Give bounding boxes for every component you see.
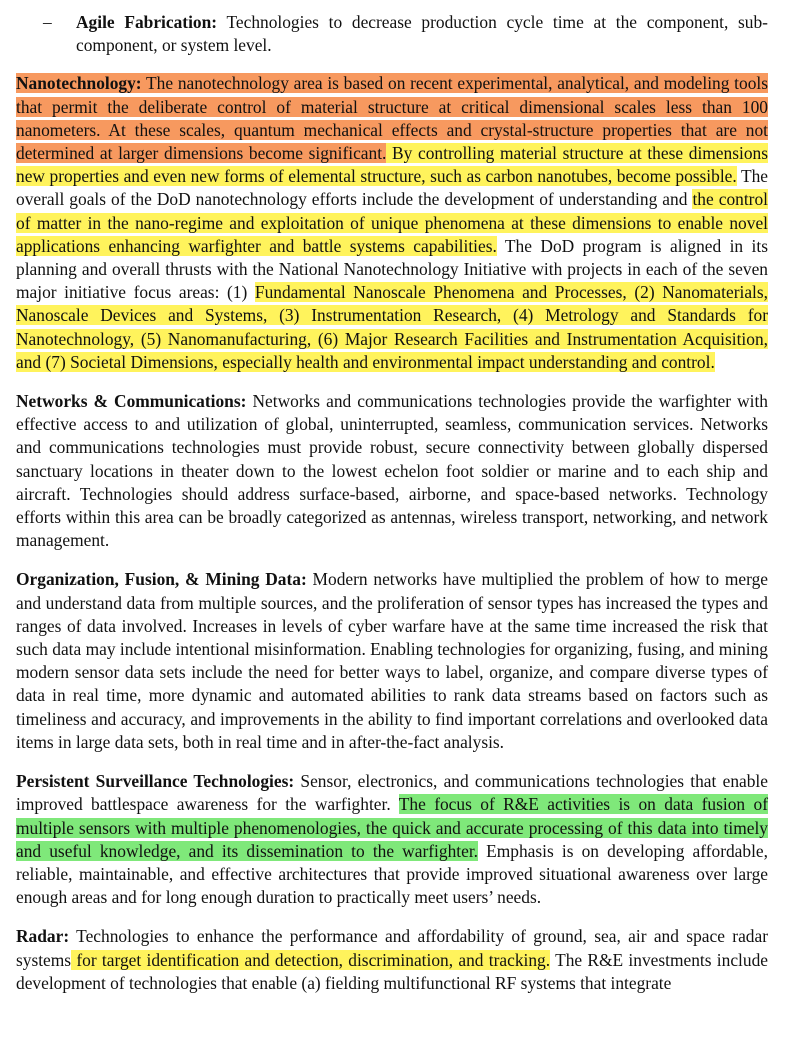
nanotechnology-heading: Nanotechnology:: [16, 73, 142, 94]
persistent-surveillance-heading: Persistent Surveillance Technologies:: [16, 771, 295, 792]
bullet-dash: –: [43, 12, 52, 32]
networks-heading: Networks & Communications:: [16, 391, 247, 412]
agile-fabrication-bullet: [16, 11, 768, 57]
radar-highlight: for target identification and detection, discrimination, and tracking.: [71, 949, 551, 970]
radar-text-2: The R&E investments include development of technologies that enable (a) fielding multifunctional RF systems that integrate: [16, 949, 768, 993]
nano-highlight-2: By controlling material structure at these dimensions new properties and even new forms of elemental structure, such as carbon nanotubes, become possible.: [16, 143, 768, 187]
persistent-text-1: Sensor, electronics, and communications technologies that enable improved battlespace awareness for the warfighter.: [16, 771, 768, 815]
nano-highlight-4: Fundamental Nanoscale Phenomena and Processes, (2) Nanomaterials, Nanoscale Devices and Systems, (3) Instrumentation Research, (4) Metrology and Standards for Nanotechnology, (5) Nanomanufacturing, (6) Major Research Facilities and Instrumentation Acquisition, and (7) Societal Dimensions, especially health and environmental impact understanding and control.: [16, 282, 768, 372]
agile-fabrication-heading: Agile Fabrication:: [76, 12, 218, 32]
radar-heading: Radar:: [16, 926, 70, 947]
organization-paragraph: [16, 568, 768, 754]
persistent-surveillance-paragraph: [16, 770, 768, 909]
agile-fabrication-text: Technologies to decrease production cycle time at the component, sub-component, or system level.: [76, 12, 768, 56]
persistent-green-highlight: The focus of R&E activities is on data fusion of multiple sensors with multiple phenomenologies, the quick and accurate processing of this data into timely and useful knowledge, and its dissemination to the warfighter.: [16, 794, 768, 861]
radar-paragraph: [16, 925, 768, 995]
nano-highlight-1: The nanotechnology area is based on recent experimental, analytical, and modeling tools that permit the deliberate control of material structure at critical dimensional scales less than 100 nanometers. At these scales, quantum mechanical effects and crystal-structure properties that are not determined at larger dimensions become significant.: [16, 73, 768, 164]
networks-text: Networks and communications technologies provide the warfighter with effective access to and utilization of global, uninterrupted, seamless, communication services. Networks and communications technologies must provide robust, secure connectivity between globally dispersed sanctuary locations in theater down to the lowest echelon foot soldier or marine and to each ship and aircraft. Technologies should address surface-based, airborne, and space-based networks. Technology efforts within this area can be broadly categorized as antennas, wireless transport, networking, and network management.: [16, 391, 768, 551]
nano-text-2: The DoD program is aligned in its planning and overall thrusts with the National Nanotechnology Initiative with projects in each of the seven major initiative focus areas: (1): [16, 235, 768, 303]
persistent-text-2: Emphasis is on developing affordable, reliable, maintainable, and effective architectures that provide improved situational awareness over large enough areas and for long enough duration to practically meet users’ needs.: [16, 840, 768, 908]
organization-heading: Organization, Fusion, & Mining Data:: [16, 569, 307, 590]
nanotechnology-paragraph: [16, 72, 768, 374]
nano-highlight-3: the control of matter in the nano-regime and exploitation of unique phenomena at these dimensions to enable novel applications enhancing warfighter and battle systems capabilities.: [16, 189, 768, 256]
networks-paragraph: [16, 390, 768, 552]
nano-text-1: The overall goals of the DoD nanotechnology efforts include the development of understanding and: [16, 166, 768, 210]
document-page: [16, 0, 768, 1011]
organization-text: Modern networks have multiplied the problem of how to merge and understand data from multiple sources, and the proliferation of sensor types has increased the types and ranges of data involved. Increases in levels of cyber warfare have at the same time increased the risk that such data may include intentional misinformation. Enabling technologies for organizing, fusing, and mining modern sensor data sets include the need for better ways to label, organize, and compare diverse types of data in real time, more dynamic and automated abilities to rank data streams based on factors such as timeliness and accuracy, and improvements in the ability to find important correlations and overlooked data items in large data sets, both in real time and in after-the-fact analysis.: [16, 569, 768, 752]
radar-text-1: Technologies to enhance the performance and affordability of ground, sea, air and space radar systems: [16, 926, 768, 970]
